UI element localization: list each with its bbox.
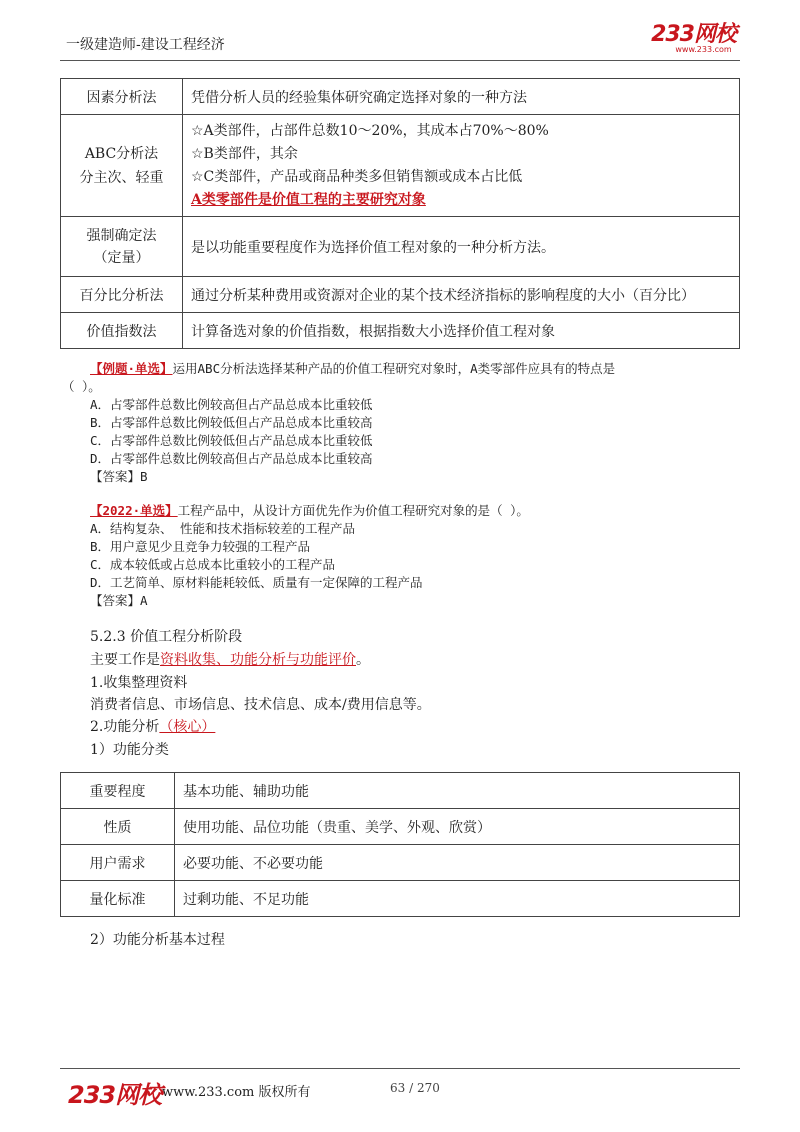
main-work (90, 649, 370, 671)
brand-logo[interactable] (651, 24, 736, 54)
method-name: 百分比分析法 (61, 277, 183, 313)
table-row (61, 277, 740, 313)
option-d: D．工艺简单、原材料能耗较低、质量有一定保障的工程产品 (90, 575, 423, 590)
page-number: 63 / 270 (390, 1081, 440, 1095)
option-a: A．结构复杂、 性能和技术指标较差的工程产品 (90, 521, 356, 536)
option-a: A．占零部件总数比例较高但占产品总成本比重较低 (90, 397, 373, 412)
classification-types: 必要功能、不必要功能 (175, 845, 740, 881)
main-work-suffix: 。 (356, 652, 370, 668)
option-c: C．占零部件总数比例较低但占产品总成本比重较低 (90, 433, 373, 448)
key-emphasis: A类零部件是价值工程的主要研究对象 (191, 191, 426, 208)
table-row (61, 845, 740, 881)
classification-types: 过剩功能、不足功能 (175, 881, 740, 917)
classification-basis: 用户需求 (61, 845, 175, 881)
method-name-line: （定量） (93, 249, 150, 266)
option-d: D．占零部件总数比例较高但占产品总成本比重较高 (90, 451, 373, 466)
table-row (61, 79, 740, 115)
method-name (61, 115, 183, 217)
logo-text: 233网校 (651, 22, 736, 47)
question-tag: 【例题·单选】 (90, 361, 173, 376)
footer-logo[interactable]: 233网校 (68, 1081, 162, 1109)
item-2 (90, 716, 215, 738)
section-heading: 5.2.3 价值工程分析阶段 (90, 629, 243, 645)
method-name: 因素分析法 (61, 79, 183, 115)
table-row (61, 773, 740, 809)
main-work-highlight: 资料收集、功能分析与功能评价 (160, 652, 356, 668)
method-desc: 计算备选对象的价值指数，根据指数大小选择价值工程对象 (183, 313, 740, 349)
sub-item-2: 2）功能分析基本过程 (90, 932, 225, 948)
example-question-1 (62, 360, 752, 486)
question-tag: 【2022·单选】 (90, 503, 178, 518)
sub-item-1: 1）功能分类 (90, 742, 169, 758)
footer-copyright: www.233.com 版权所有 (162, 1085, 311, 1100)
desc-line: ☆B类部件，其余 (191, 145, 298, 162)
method-name-line: 分主次、轻重 (79, 169, 164, 186)
item-1-detail: 消费者信息、市场信息、技术信息、成本/费用信息等。 (90, 697, 431, 713)
classification-basis: 重要程度 (61, 773, 175, 809)
method-desc: 通过分析某种费用或资源对企业的某个技术经济指标的影响程度的大小（百分比） (183, 277, 740, 313)
question-stem: 工程产品中，从设计方面优先作为价值工程研究对象的是（ ）。 (177, 503, 529, 518)
classification-types: 基本功能、辅助功能 (175, 773, 740, 809)
table-row (61, 115, 740, 217)
example-question-2 (90, 502, 740, 610)
answer: 【答案】A (90, 593, 148, 608)
selection-methods-table (60, 78, 740, 349)
item-2-highlight: （核心） (159, 719, 216, 735)
page-header (60, 22, 740, 61)
option-b: B．用户意见少且竞争力较强的工程产品 (90, 539, 311, 554)
function-classification-table (60, 772, 740, 917)
question-stem: 运用ABC分析法选择某种产品的价值工程研究对象时，A类零部件应具有的特点是 (172, 361, 616, 376)
table-row (61, 809, 740, 845)
classification-types: 使用功能、品位功能（贵重、美学、外观、欣赏） (175, 809, 740, 845)
method-name (61, 217, 183, 277)
method-name-line: ABC分析法 (84, 145, 159, 162)
item-2-label: 2.功能分析 (90, 719, 160, 735)
table-row (61, 217, 740, 277)
table-row (61, 881, 740, 917)
desc-line: ☆A类部件，占部件总数10～20%，其成本占70%～80% (191, 122, 549, 139)
method-desc: 凭借分析人员的经验集体研究确定选择对象的一种方法 (183, 79, 740, 115)
logo-url: www.233.com (675, 45, 732, 54)
page-footer (60, 1068, 740, 1109)
answer: 【答案】B (90, 469, 148, 484)
option-c: C．成本较低或占总成本比重较小的工程产品 (90, 557, 336, 572)
main-work-prefix: 主要工作是 (90, 652, 160, 668)
method-desc: 是以功能重要程度作为选择价值工程对象的一种分析方法。 (183, 217, 740, 277)
method-desc (183, 115, 740, 217)
classification-basis: 性质 (61, 809, 175, 845)
header-title: 一级建造师-建设工程经济 (66, 37, 225, 53)
option-b: B．占零部件总数比例较低但占产品总成本比重较高 (90, 415, 373, 430)
desc-line: ☆C类部件，产品或商品种类多但销售额或成本占比低 (191, 168, 523, 185)
method-name: 价值指数法 (61, 313, 183, 349)
table-row (61, 313, 740, 349)
method-name-line: 强制确定法 (86, 227, 157, 244)
question-stem-end: （ ）。 (62, 379, 101, 394)
classification-basis: 量化标准 (61, 881, 175, 917)
item-1: 1.收集整理资料 (90, 675, 188, 691)
